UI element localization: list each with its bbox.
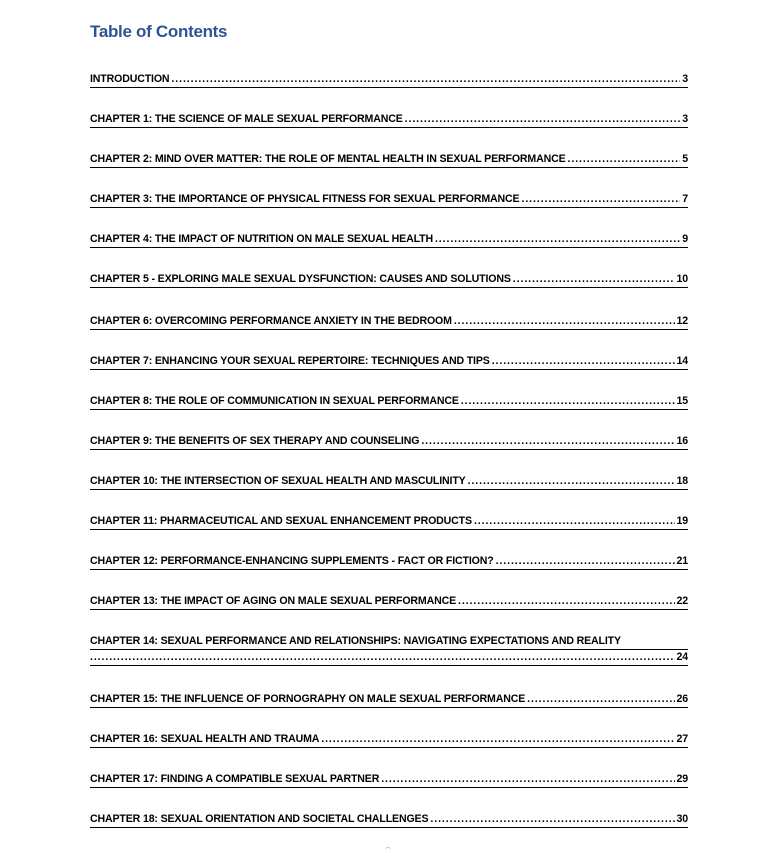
toc-entry-chapter-15[interactable] bbox=[90, 692, 688, 708]
toc-dot-leader bbox=[381, 772, 674, 787]
toc-entry-title: CHAPTER 4: THE IMPACT OF NUTRITION ON MALE SEXUAL HEALTH bbox=[90, 233, 433, 245]
toc-dot-leader bbox=[461, 394, 675, 409]
toc-dot-leader bbox=[421, 434, 674, 449]
toc-entry-title: CHAPTER 12: PERFORMANCE-ENHANCING SUPPLEMENTS - FACT OR FICTION? bbox=[90, 555, 494, 567]
toc-entry-title: CHAPTER 18: SEXUAL ORIENTATION AND SOCIETAL CHALLENGES bbox=[90, 813, 429, 825]
toc-entry-title: CHAPTER 15: THE INFLUENCE OF PORNOGRAPHY ON MALE SEXUAL PERFORMANCE bbox=[90, 693, 526, 705]
toc-entry-chapter-5[interactable] bbox=[90, 272, 688, 288]
toc-entry-chapter-8[interactable] bbox=[90, 394, 688, 410]
toc-dot-leader bbox=[458, 594, 674, 609]
toc-entry-chapter-13[interactable] bbox=[90, 594, 688, 610]
toc-entry-title: CHAPTER 3: THE IMPORTANCE OF PHYSICAL FITNESS FOR SEXUAL PERFORMANCE bbox=[90, 193, 520, 205]
toc-page-number: 29 bbox=[676, 773, 688, 785]
toc-entry-title: CHAPTER 5 - EXPLORING MALE SEXUAL DYSFUNCTION: CAUSES AND SOLUTIONS bbox=[90, 273, 511, 285]
toc-entry-chapter-16[interactable] bbox=[90, 732, 688, 748]
toc-entry-chapter-3[interactable] bbox=[90, 192, 688, 208]
toc-entry-title: CHAPTER 13: THE IMPACT OF AGING ON MALE SEXUAL PERFORMANCE bbox=[90, 595, 457, 607]
toc-page-number: 5 bbox=[682, 153, 688, 165]
toc-page-number: 7 bbox=[682, 193, 688, 205]
toc-dot-leader bbox=[430, 812, 674, 827]
toc-entry-introduction[interactable] bbox=[90, 72, 688, 88]
toc-entry-chapter-17[interactable] bbox=[90, 772, 688, 788]
toc-dot-leader bbox=[171, 72, 680, 87]
toc-entry-chapter-11[interactable] bbox=[90, 514, 688, 530]
toc-page-number: 16 bbox=[676, 435, 688, 447]
page-edge-mark bbox=[385, 847, 391, 853]
toc-entry-chapter-9[interactable] bbox=[90, 434, 688, 450]
toc-page-number: 21 bbox=[676, 555, 688, 567]
toc-entry-chapter-2[interactable] bbox=[90, 152, 688, 168]
toc-entry-title: CHAPTER 16: SEXUAL HEALTH AND TRAUMA bbox=[90, 733, 320, 745]
toc-page-number: 12 bbox=[676, 315, 688, 327]
toc-dot-leader bbox=[468, 474, 675, 489]
toc-dot-leader bbox=[321, 732, 674, 747]
toc-page-number: 18 bbox=[676, 475, 688, 487]
toc-entry-chapter-6[interactable] bbox=[90, 314, 688, 330]
toc-entry-title: CHAPTER 17: FINDING A COMPATIBLE SEXUAL PARTNER bbox=[90, 773, 380, 785]
toc-dot-leader bbox=[513, 272, 675, 287]
toc-entry-title: CHAPTER 6: OVERCOMING PERFORMANCE ANXIETY IN THE BEDROOM bbox=[90, 315, 452, 327]
toc-dot-leader bbox=[492, 354, 675, 369]
toc-entry-title: INTRODUCTION bbox=[90, 73, 170, 85]
toc-page-number: 19 bbox=[676, 515, 688, 527]
toc-entry-chapter-10[interactable] bbox=[90, 474, 688, 490]
toc-page-number: 22 bbox=[676, 595, 688, 607]
toc-entry-title: CHAPTER 11: PHARMACEUTICAL AND SEXUAL ENHANCEMENT PRODUCTS bbox=[90, 515, 472, 527]
toc-entry-title: CHAPTER 9: THE BENEFITS OF SEX THERAPY AND COUNSELING bbox=[90, 435, 420, 447]
toc-entry-chapter-7[interactable] bbox=[90, 354, 688, 370]
toc-entry-title: CHAPTER 7: ENHANCING YOUR SEXUAL REPERTOIRE: TECHNIQUES AND TIPS bbox=[90, 355, 490, 367]
toc-entry-chapter-4[interactable] bbox=[90, 232, 688, 248]
toc-dot-leader bbox=[474, 514, 675, 529]
toc-page-number: 15 bbox=[676, 395, 688, 407]
toc-page-number: 3 bbox=[682, 73, 688, 85]
toc-entry-title: CHAPTER 10: THE INTERSECTION OF SEXUAL HEALTH AND MASCULINITY bbox=[90, 475, 466, 487]
toc-dot-leader bbox=[405, 112, 681, 127]
toc-dot-leader bbox=[90, 650, 675, 665]
toc-page-number: 24 bbox=[676, 651, 688, 663]
toc-page-number: 30 bbox=[676, 813, 688, 825]
toc-entry-title: CHAPTER 2: MIND OVER MATTER: THE ROLE OF MENTAL HEALTH IN SEXUAL PERFORMANCE bbox=[90, 153, 566, 165]
toc-page-number: 27 bbox=[676, 733, 688, 745]
toc-page-number: 3 bbox=[682, 113, 688, 125]
toc-dot-leader bbox=[496, 554, 675, 569]
toc-page-number: 26 bbox=[676, 693, 688, 705]
toc-entry-title: CHAPTER 8: THE ROLE OF COMMUNICATION IN SEXUAL PERFORMANCE bbox=[90, 395, 459, 407]
toc-dot-leader bbox=[435, 232, 680, 247]
toc-entry-title: CHAPTER 14: SEXUAL PERFORMANCE AND RELATIONSHIPS: NAVIGATING EXPECTATIONS AND REALITY bbox=[90, 635, 621, 647]
toc-dot-leader bbox=[527, 692, 674, 707]
toc-entry-chapter-1[interactable] bbox=[90, 112, 688, 128]
toc-dot-leader bbox=[521, 192, 680, 207]
toc-page-number: 10 bbox=[676, 273, 688, 285]
toc-title: Table of Contents bbox=[90, 22, 228, 41]
toc-dot-leader bbox=[454, 314, 675, 329]
toc-dot-leader bbox=[568, 152, 681, 167]
toc-entry-title: CHAPTER 1: THE SCIENCE OF MALE SEXUAL PERFORMANCE bbox=[90, 113, 403, 125]
toc-entry-chapter-18[interactable] bbox=[90, 812, 688, 828]
toc-page-number: 14 bbox=[676, 355, 688, 367]
toc-page-number: 9 bbox=[682, 233, 688, 245]
toc-entry-chapter-14[interactable] bbox=[90, 634, 688, 666]
toc-entry-chapter-12[interactable] bbox=[90, 554, 688, 570]
